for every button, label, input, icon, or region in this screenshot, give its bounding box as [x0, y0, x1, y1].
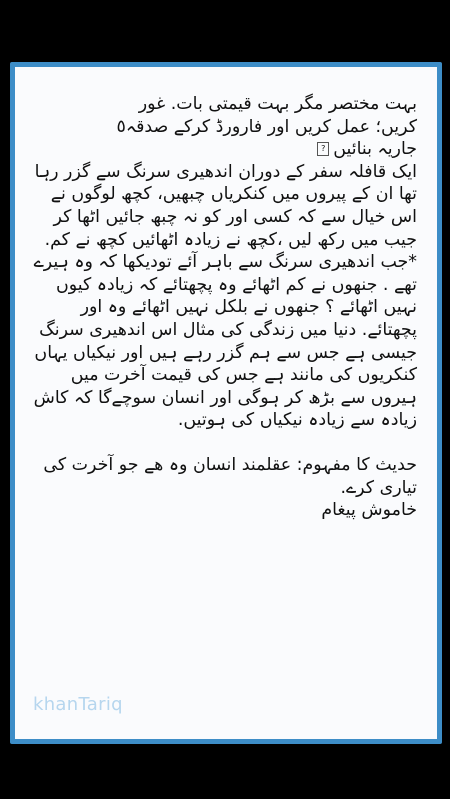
story-paragraph: ایک قافلہ سفر کے دوران اندھیری سرنگ سے گزر رہا تھا ان کے پیروں میں کنکریاں چبھیں، کچھ لوگوں نے اس خیال سے کہ کسی اور کو نہ چبھ جائیں اٹھا کر جیب میں رکھ لیں ،کچھ نے زیادہ اٹھائیں کچھ نے کم. [34, 161, 417, 250]
lesson-paragraph: *جب اندھیری سرنگ سے باہر آئے تودیکھا کہ وہ ہیرے تھے . جنھوں نے کم اٹھائے وہ پچھتائے کہ زیادہ کیوں نہیں اٹھائے ؟ جنھوں نے بلکل نہیں اٹھائے وہ اور پچھتائے. دنیا میں زندگی کی مثال اس اندھیری سرنگ جیسی ہے جس سے ہم گزر رہے ہیں اور نیکیاں یہاں کنکریوں کی مانند ہے جس کی قیمت آخرت میں ہیروں سے بڑھ کر ہوگی اور انسان سوچےگا کہ کاش زیادہ سے زیادہ نیکیاں کی ہوتیں. [33, 252, 417, 431]
signature-line: خاموش پیغام [321, 500, 417, 521]
message-body [15, 67, 437, 522]
intro-line-2: کریں؛ عمل کریں اور فارورڈ کرکے صدقہ٥ [116, 116, 417, 137]
watermark-text: khanTariq [33, 694, 123, 715]
hadith-paragraph: حدیث کا مفہوم: عقلمند انسان وہ ھے جو آخرت کی تیاری کرے. [43, 454, 417, 498]
paragraph-gap [29, 432, 417, 454]
message-card-frame [10, 62, 442, 744]
missing-emoji-icon: ? [317, 142, 329, 156]
message-card [15, 67, 437, 739]
intro-line-3: جاریہ بنائیں? [29, 138, 417, 161]
intro-line-1: بہت مختصر مگر بہت قیمتی بات. غور [138, 94, 417, 114]
